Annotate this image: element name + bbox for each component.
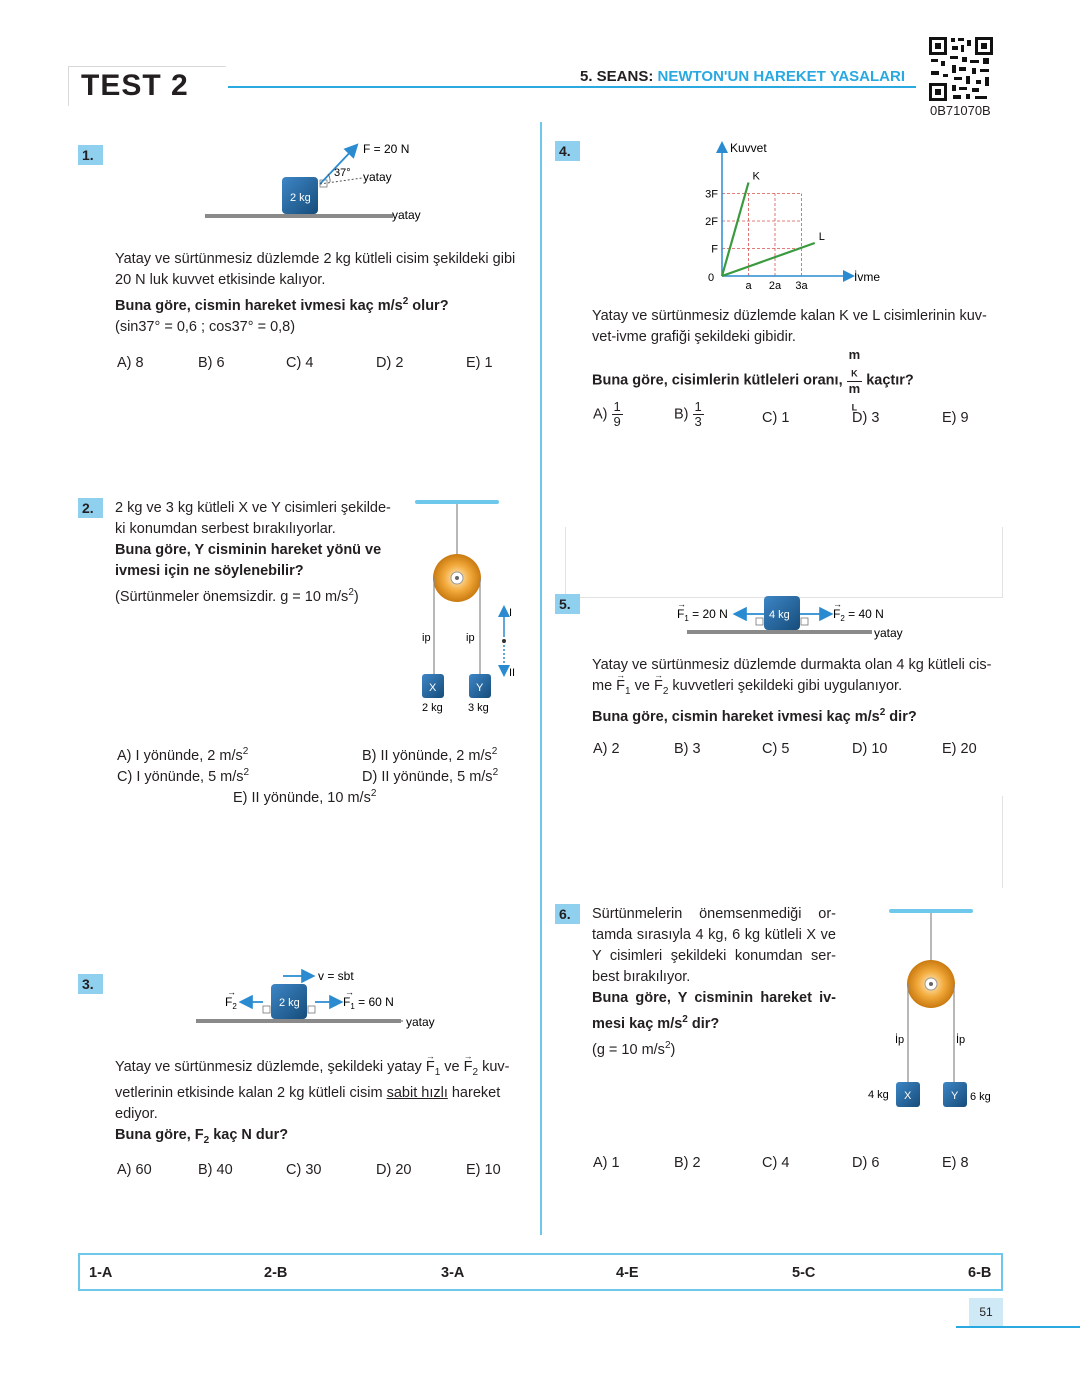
q1-ground-label: yatay (392, 208, 421, 222)
q3-ground-label: yatay (406, 1015, 435, 1029)
answer-5: 5-C (792, 1265, 816, 1281)
session-topic: NEWTON'UN HAREKET YASALARI (657, 68, 906, 85)
q3-option-d[interactable]: D) 20 (376, 1162, 412, 1178)
q2-option-e[interactable]: E) II yönünde, 10 $m/s^2$ (233, 788, 377, 806)
question-number-2: 2. (78, 498, 103, 518)
q6-question-line2: mesi kaç $m/s^2$ dir? (592, 1014, 720, 1032)
header-rule (228, 86, 916, 88)
q6-text-line1: Sürtünmelerin önemsenmediği or- (592, 906, 836, 922)
q1-text-line1: Yatay ve sürtünmesiz düzlemde 2 kg kütleli cisim şekildeki gibi (115, 251, 516, 267)
q2-block-x-label: X (429, 682, 437, 694)
q2-dir-up-label: I (509, 607, 513, 619)
q4-xtick-3: 3a (795, 280, 808, 292)
q6-note: (g = 10 $m/s^2$) (592, 1039, 676, 1058)
q4-graph (696, 136, 896, 298)
q1-option-d[interactable]: D) 2 (376, 355, 404, 371)
q5-question: Buna göre, cismin hareket ivmesi kaç $m/s^2$ dir? (592, 706, 917, 725)
q4-ylabel: Kuvvet (730, 141, 767, 155)
answer-key-box (78, 1253, 1003, 1291)
q6-option-b[interactable]: B) 2 (674, 1155, 701, 1171)
test-title: TEST 2 (68, 66, 226, 106)
answer-4: 4-E (616, 1265, 639, 1281)
q5-text (592, 655, 1002, 728)
q2-dir-down-label: II (509, 667, 516, 679)
q2-rope-left-label: ip (422, 632, 431, 644)
q6-pulley-figure (862, 902, 1002, 1112)
q4-origin-label: 0 (708, 272, 715, 284)
q2-block-y-label: Y (476, 682, 484, 694)
q2-option-a[interactable]: A) I yönünde, 2 $m/s^2$ (117, 746, 249, 764)
q1-option-e[interactable]: E) 1 (466, 355, 493, 371)
q2-question-line2: ivmesi için ne söylenebilir? (115, 563, 304, 579)
q6-ceiling (889, 909, 973, 913)
q5-mass-label: 4 kg (769, 609, 790, 621)
question-number-1: 1. (78, 145, 103, 165)
q2-question-line1: Buna göre, Y cisminin hareket yönü ve (115, 542, 382, 558)
q4-text-line2: vet-ivme grafiği şekildeki gibidir. (592, 329, 796, 345)
q6-text-line4: best bırakılıyor. (592, 969, 691, 985)
q1-force-label: F = 20 N (363, 142, 410, 156)
q1-angle-arc (328, 174, 330, 182)
question-number-6: 6. (555, 904, 580, 924)
q1-question: Buna göre, cismin hareket ivmesi kaç $m/s^2$ olur? (115, 296, 449, 314)
q3-question: Buna göre, $F_2$ kaç N dur? (115, 1126, 289, 1146)
answer-3: 3-A (441, 1265, 465, 1281)
q3-ground (196, 1019, 401, 1023)
footer-rule (956, 1326, 1080, 1328)
q5-ground (687, 630, 872, 634)
q2-ceiling (415, 500, 499, 504)
q4-series (722, 171, 825, 277)
svg-text:→: → (833, 599, 842, 609)
q6-mass-x: 4 kg (868, 1089, 889, 1101)
q6-rope-right-label: İp (956, 1034, 966, 1046)
q3-option-e[interactable]: E) 10 (466, 1162, 501, 1178)
q6-frame-right (1002, 796, 1003, 888)
q6-mass-y: 6 kg (970, 1091, 991, 1103)
q4-ytick-2: 2F (705, 216, 718, 228)
q5-figure (672, 592, 922, 644)
q3-figure (190, 964, 450, 1034)
q2-note: (Sürtünmeler önemsizdir. g = 10 $m/s^2$) (115, 587, 359, 605)
q3-text-line3: ediyor. (115, 1105, 158, 1122)
q6-block-y-label: Y (951, 1090, 959, 1102)
q2-text-line1: 2 kg ve 3 kg kütleli X ve Y cisimleri şekilde- (115, 500, 391, 516)
q6-text-line2: tamda sırasıyla 4 kg, 6 kg kütleli X ve (592, 927, 836, 943)
session-title (580, 68, 905, 85)
qr-code-label: 0B71070B (930, 103, 991, 118)
q4-series-label-K: K (752, 170, 760, 183)
q4-ytick-3: 3F (705, 188, 718, 201)
answer-1: 1-A (89, 1265, 113, 1281)
q3-mass-label: 2 kg (279, 997, 300, 1009)
q1-option-b[interactable]: B) 6 (198, 355, 225, 371)
q2-option-d[interactable]: D) II yönünde, 5 $m/s^2$ (362, 767, 499, 785)
q4-ytick-1: F (711, 243, 718, 256)
q2-option-b[interactable]: B) II yönünde, 2 $m/s^2$ (362, 746, 498, 764)
svg-text:→: → (345, 987, 354, 997)
q5-option-c[interactable]: C) 5 (762, 741, 790, 757)
q2-pulley-figure (410, 494, 530, 719)
q5-frame-right (1002, 527, 1003, 597)
q5-text-line2: me → $F_1$ ve → $F_2$ kuvvetleri şekildeki gibi uygulanıyor. (592, 676, 1002, 702)
q5-frame-left (565, 527, 566, 597)
q6-block-x-label: X (904, 1090, 912, 1102)
q1-dotted-label: yatay (363, 170, 392, 184)
question-number-4: 4. (555, 141, 580, 161)
q1-ground (205, 214, 393, 218)
q6-text (592, 904, 836, 1061)
q6-option-a[interactable]: A) 1 (593, 1155, 620, 1171)
answer-6: 6-B (968, 1265, 992, 1281)
q5-ground-label: yatay (874, 626, 903, 640)
q4-series-K (722, 183, 749, 277)
q3-f2-label: $F_2$ (225, 995, 237, 1011)
q1-angle-label: 37° (334, 167, 351, 179)
q4-text-line1: Yatay ve sürtünmesiz düzlemde kalan K ve L cisimlerinin kuv- (592, 308, 987, 324)
q4-xlabel: İvme (854, 270, 881, 284)
q5-option-d[interactable]: D) 10 (852, 741, 888, 757)
q5-f2-label: $F_2 = 40$ N (833, 607, 884, 623)
q2-text-line2: ki konumdan serbest bırakılıyorlar. (115, 521, 336, 537)
q1-figure (200, 138, 440, 226)
q3-option-b[interactable]: B) 40 (198, 1162, 233, 1178)
page-number: 51 (969, 1298, 1003, 1326)
session-prefix: 5. SEANS: (580, 68, 658, 85)
qr-code-icon[interactable] (928, 36, 994, 102)
q3-text-line1: Yatay ve sürtünmesiz düzlemde, şekildeki yatay → $F_1$ ve → $F_2$ kuv- (115, 1057, 520, 1083)
q5-option-a[interactable]: A) 2 (593, 741, 620, 757)
question-number-5: 5. (555, 594, 580, 614)
q3-f1-label: $F_1 = 60$ N (343, 995, 394, 1011)
q1-note: (sin37° = 0,6 ; cos37° = 0,8) (115, 318, 296, 335)
q4-xtick-1: a (745, 280, 752, 292)
q6-text-line3: Y cisimleri şekildeki konumdan ser- (592, 948, 836, 964)
q3-option-c[interactable]: C) 30 (286, 1162, 322, 1178)
q4-option-d[interactable]: D) 3 (852, 410, 880, 426)
q6-option-c[interactable]: C) 4 (762, 1155, 790, 1171)
q6-rope-left-label: İp (895, 1034, 905, 1046)
q4-option-e[interactable]: E) 9 (942, 410, 969, 426)
q3-option-a[interactable]: A) 60 (117, 1162, 152, 1178)
q1-text-line2: 20 N luk kuvvet etkisinde kalıyor. (115, 272, 326, 288)
question-number-3: 3. (78, 974, 103, 994)
q3-text-line2: vetlerinin etkisinde kalan 2 kg kütleli cisim sabit hızlı hareket (115, 1084, 501, 1101)
column-divider (540, 122, 542, 1235)
q4-option-b[interactable]: B) $\frac{1}{3}$ (674, 399, 702, 429)
q5-f1-label: $F_1 = 20$ N (677, 607, 728, 623)
q2-text (115, 498, 405, 608)
q4-text (592, 306, 1002, 348)
q4-option-a[interactable]: A) $\frac{1}{9}$ (593, 399, 621, 429)
q4-option-c[interactable]: C) 1 (762, 410, 790, 426)
svg-text:→: → (227, 987, 236, 997)
q4-series-label-L: L (818, 231, 825, 243)
q6-option-e[interactable]: E) 8 (942, 1155, 969, 1171)
q2-mass-x: 2 kg (422, 702, 443, 714)
q3-text (115, 1057, 520, 1151)
q6-option-d[interactable]: D) 6 (852, 1155, 880, 1171)
q5-text-line1: Yatay ve sürtünmesiz düzlemde durmakta olan 4 kg kütleli cis- (592, 657, 992, 673)
q4-series-L (722, 243, 815, 276)
q6-question-line1: Buna göre, Y cisminin hareket iv- (592, 990, 836, 1006)
q1-mass-label: 2 kg (290, 192, 311, 204)
q1-text (115, 249, 535, 338)
answer-2: 2-B (264, 1265, 288, 1281)
q4-question: Buna göre, cisimlerin kütleleri oranı, m $_K$ m $_L$ kaçtır? (592, 347, 914, 413)
q2-option-c[interactable]: C) I yönünde, 5 $m/s^2$ (117, 767, 250, 785)
q1-option-a[interactable]: A) 8 (117, 355, 144, 371)
svg-text:→: → (677, 599, 686, 609)
q1-option-c[interactable]: C) 4 (286, 355, 314, 371)
q4-xtick-2: 2a (768, 280, 782, 292)
q3-velocity-label: v = sbt (318, 969, 354, 983)
q2-rope-right-label: ip (466, 632, 475, 644)
q5-option-e[interactable]: E) 20 (942, 741, 977, 757)
q2-mass-y: 3 kg (468, 702, 489, 714)
q5-option-b[interactable]: B) 3 (674, 741, 701, 757)
